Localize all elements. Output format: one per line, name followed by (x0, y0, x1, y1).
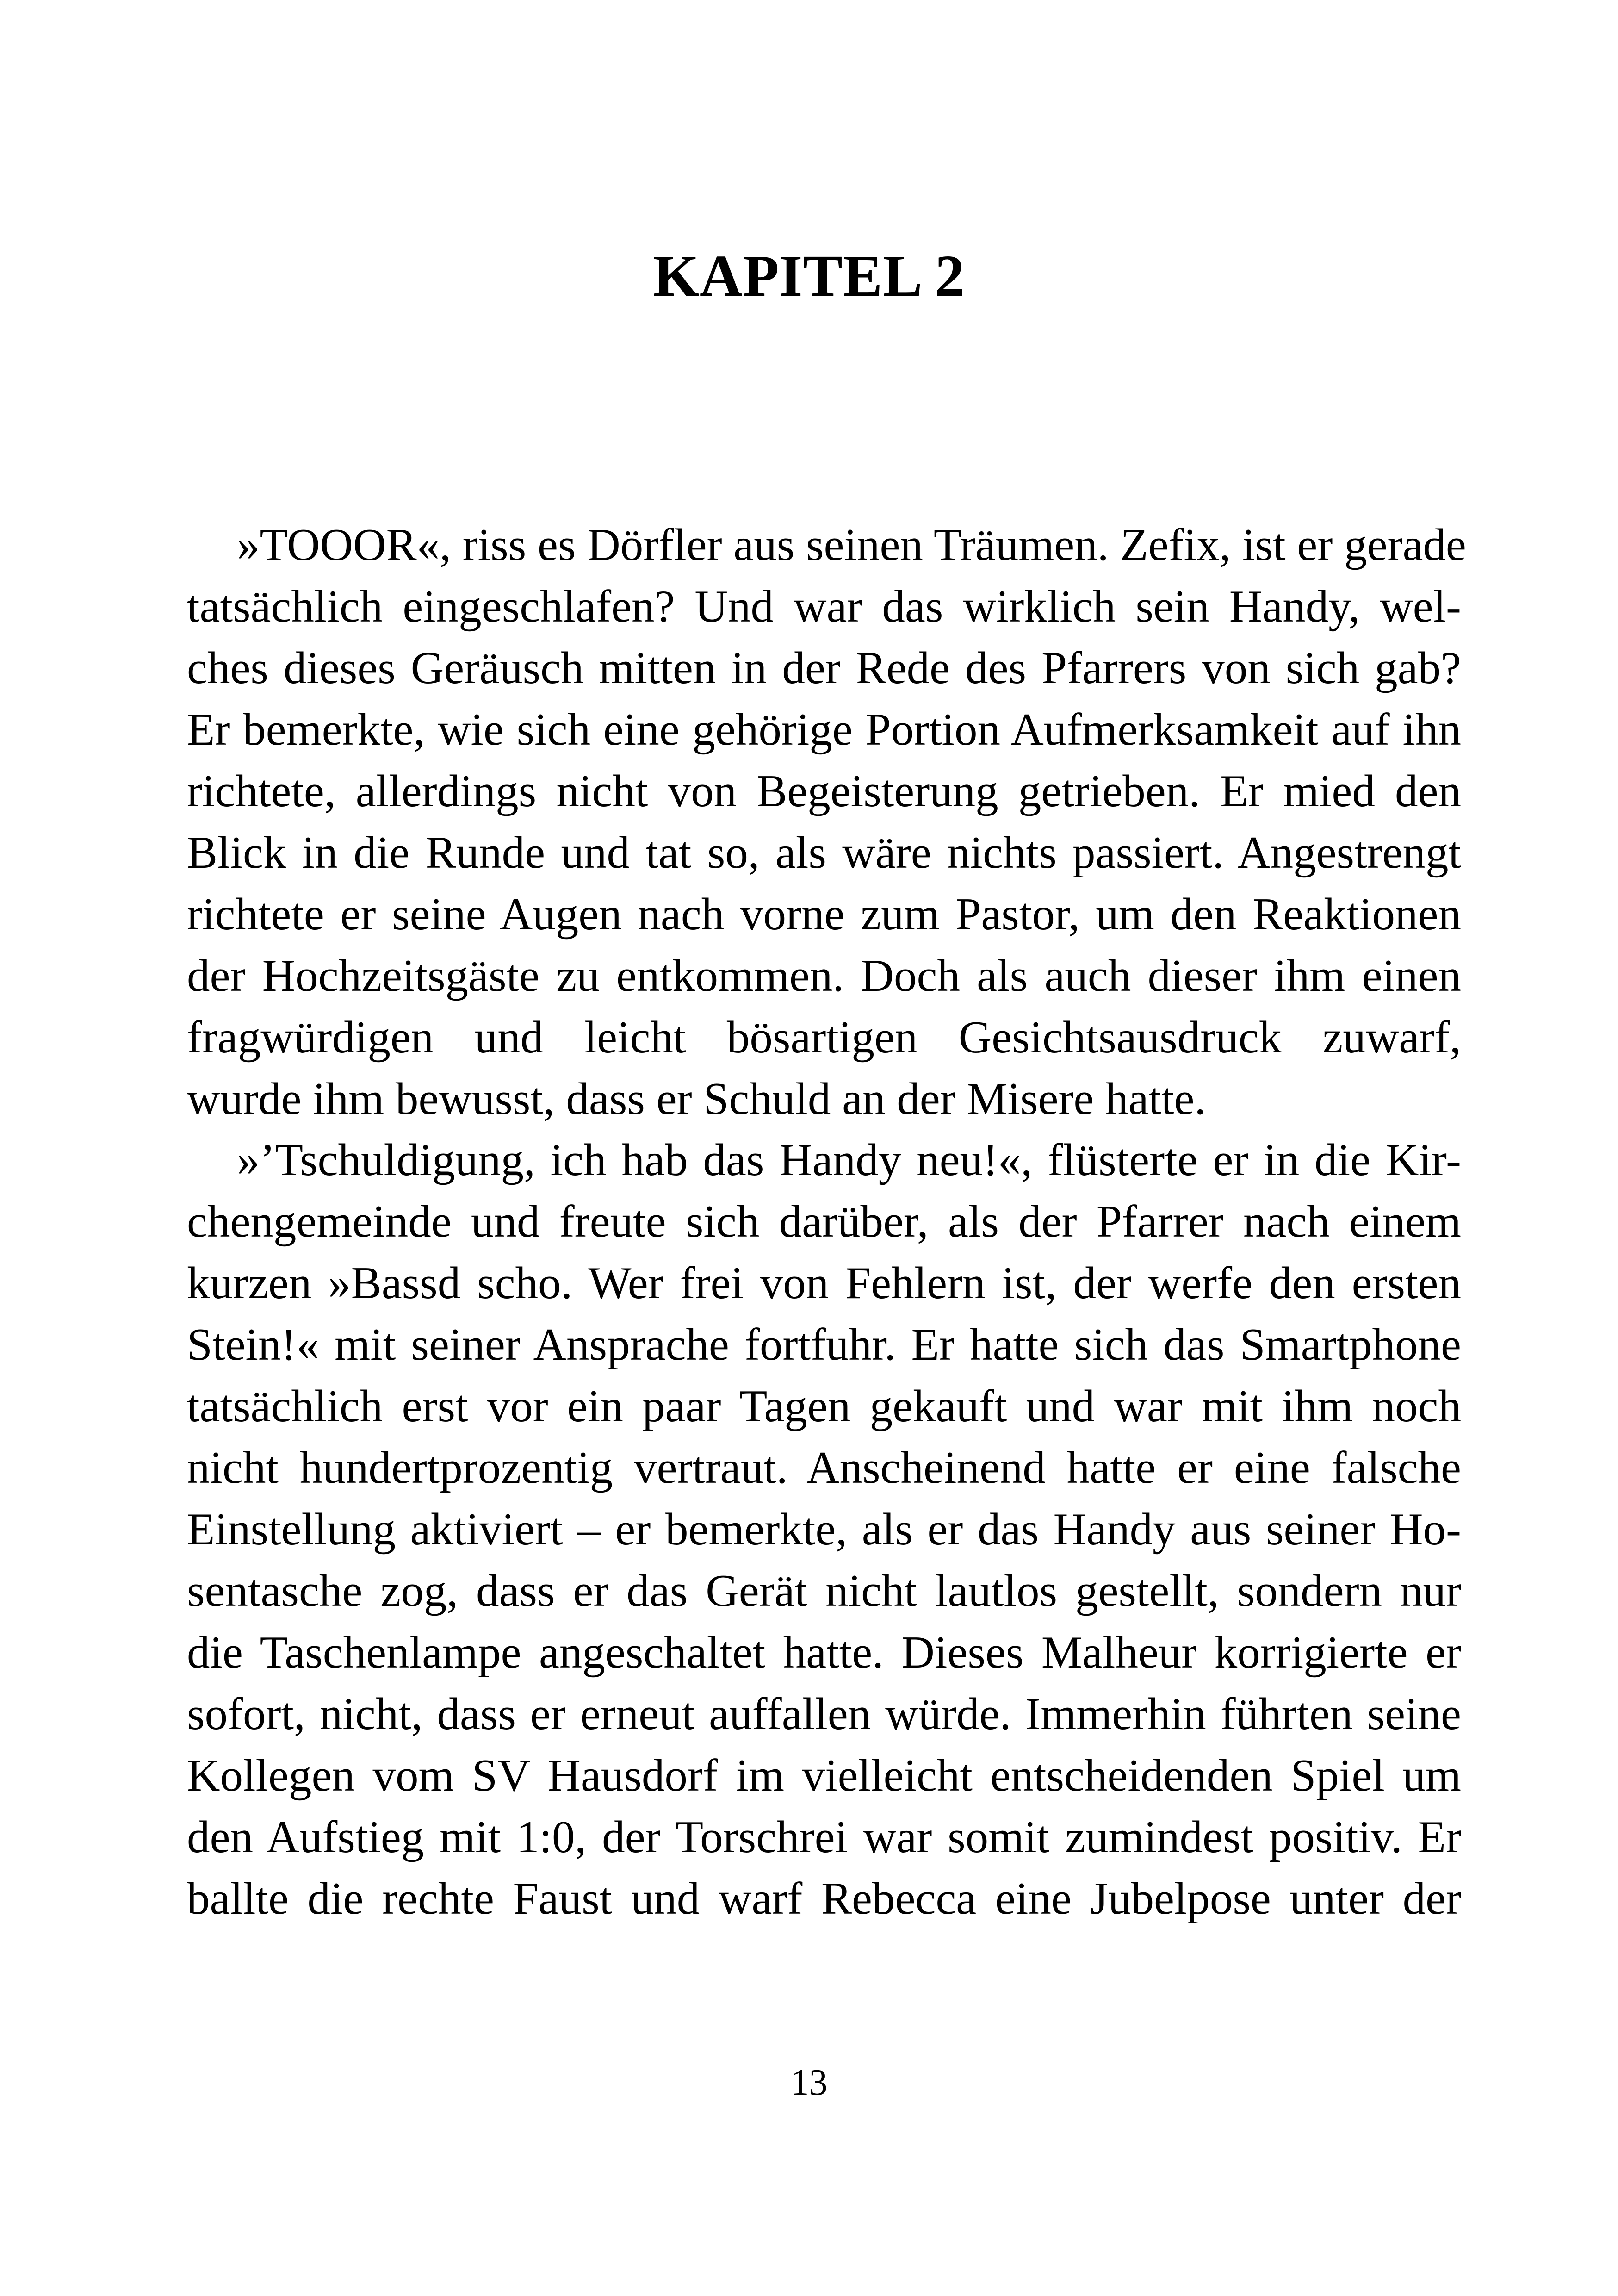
text-line: Stein!« mit seiner Ansprache fortfuhr. Er hatte sich das Smartphone (187, 1319, 1461, 1370)
text-line: kurzen »Bassd scho. Wer frei von Fehlern ist, der werfe den ersten (187, 1258, 1461, 1308)
text-line: richtete, allerdings nicht von Begeisterung getrieben. Er mied den (187, 766, 1461, 816)
paragraph-1 (187, 514, 1466, 1130)
text-line: tatsächlich erst vor ein paar Tagen gekauft und war mit ihm noch (187, 1381, 1461, 1431)
text-line: die Taschenlampe angeschaltet hatte. Dieses Malheur korrigierte er (187, 1627, 1461, 1678)
text-line: den Aufstieg mit 1:0, der Torschrei war somit zumindest positiv. Er (187, 1812, 1461, 1862)
text-line: »TOOOR«, riss es Dörfler aus seinen Träumen. Zefix, ist er gerade (237, 520, 1466, 570)
text-line: sofort, nicht, dass er erneut auffallen würde. Immerhin führten seine (187, 1689, 1461, 1739)
text-line: Blick in die Runde und tat so, als wäre nichts passiert. Angestrengt (187, 828, 1461, 878)
text-line: tatsächlich eingeschlafen? Und war das wirklich sein Handy, wel- (187, 581, 1461, 632)
text-line: chengemeinde und freute sich darüber, als der Pfarrer nach einem (187, 1196, 1461, 1247)
text-line: ches dieses Geräusch mitten in der Rede des Pfarrers von sich gab? (187, 643, 1461, 693)
text-line: Er bemerkte, wie sich eine gehörige Portion Aufmerksamkeit auf ihn (187, 704, 1461, 755)
text-line: richtete er seine Augen nach vorne zum Pastor, um den Reaktionen (187, 889, 1461, 940)
paragraph-2 (187, 1129, 1461, 1929)
page-number: 13 (790, 2062, 828, 2103)
text-line: »’Tschuldigung, ich hab das Handy neu!«, flüsterte er in die Kir- (237, 1135, 1461, 1185)
chapter-title: KAPITEL 2 (653, 243, 965, 309)
text-line: ballte die rechte Faust und warf Rebecca eine Jubelpose unter der (187, 1873, 1461, 1924)
text-line: der Hochzeitsgäste zu entkommen. Doch als auch dieser ihm einen (187, 951, 1461, 1001)
text-line: fragwürdigen und leicht bösartigen Gesichtsausdruck zuwarf, (187, 1012, 1461, 1063)
text-line: Kollegen vom SV Hausdorf im vielleicht entscheidenden Spiel um (187, 1750, 1461, 1801)
text-line: sentasche zog, dass er das Gerät nicht lautlos gestellt, sondern nur (187, 1566, 1461, 1616)
text-line: Einstellung aktiviert – er bemerkte, als er das Handy aus seiner Ho- (187, 1504, 1461, 1555)
text-line: wurde ihm bewusst, dass er Schuld an der Misere hatte. (187, 1074, 1206, 1124)
text-line: nicht hundertprozentig vertraut. Anscheinend hatte er eine falsche (187, 1443, 1461, 1493)
